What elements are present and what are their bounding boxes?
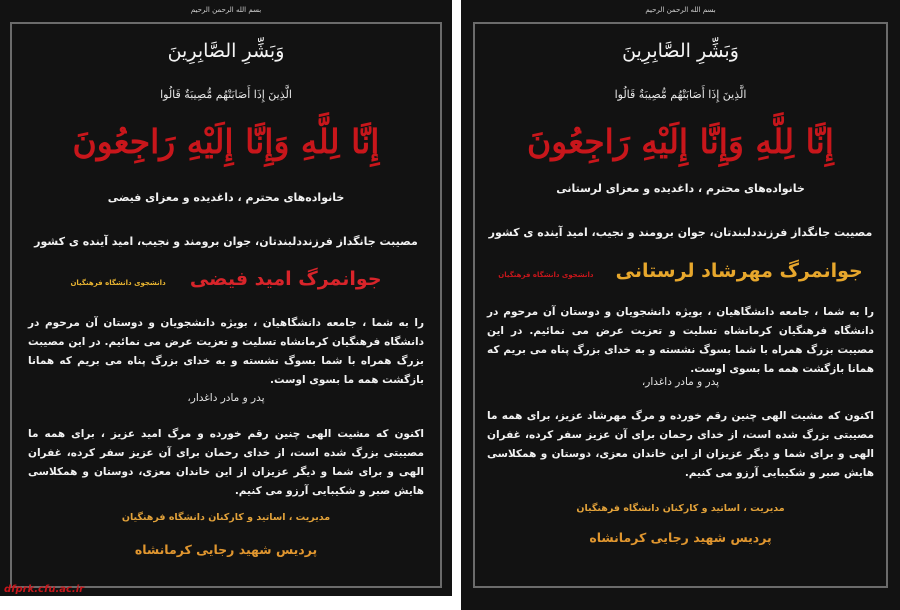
verse-line-3: إِنَّا لِلَّهِ وَإِنَّا إِلَيْهِ رَاجِعُونَ [72,122,380,161]
condolence-poster-left [0,0,452,596]
verse-line-1: وَبَشِّرِ الصَّابِرِينَ [622,40,739,62]
deceased-name: جوانمرگ امید فیضی [189,268,382,290]
paragraph-1: را به شما ، جامعه دانشگاهیان ، بویژه دانشجویان و دوستان آن مرحوم در دانشگاه فرهنگیان کرمانشاه تسلیت و تعزیت عرض می نمائیم. در این مصیبت بزرگ همراه با شما بسوگ نشسته و به خدای بزرگ پناه می بریم که همانا بازگشت همه ما بسوی اوست. [487,306,874,375]
verse-line-1: وَبَشِّرِ الصَّابِرِينَ [167,40,285,62]
name-row [0,268,452,290]
paragraph-2: اکنون که مشیت الهی چنین رقم خورده و مرگ مهرشاد عزیز، برای همه ما مصیبتی بزرگ شده است، از خدای رحمان برای آن عزیز سفر کرده، غفران الهی و برای شما و دیگر عزیزان از این خاندان معزی، دوستان و همکلاسی هایش صبر و شکیبایی آرزو می کنیم. [487,410,874,479]
name-row [461,260,900,282]
basmala: بسم الله الرحمن الرحیم [190,6,262,14]
condolence-poster-right [461,0,900,610]
paragraph-1: را به شما ، جامعه دانشگاهیان ، بویژه دانشجویان و دوستان آن مرحوم در دانشگاه فرهنگیان کرمانشاه تسلیت و تعزیت عرض می نمائیم. در این مصیبت بزرگ همراه با شما بسوگ نشسته و به خدای بزرگ پناه می بریم که همانا بازگشت همه ما بسوی اوست. [28,317,424,386]
paragraph-2: اکنون که مشیت الهی چنین رقم خورده و مرگ امید عزیز ، برای همه ما مصیبتی بزرگ شده است، از خدای رحمان برای آن عزیز سفر کرده، غفران الهی و برای شما و دیگر عزیزان از این خاندان معزی، دوستان و همکلاسی هایش صبر و شکیبایی آرزو می کنیم. [28,428,424,497]
verse-line-3: إِنَّا لِلَّهِ وَإِنَّا إِلَيْهِ رَاجِعُونَ [527,122,834,161]
management-line: مدیریت ، اساتید و کارکنان دانشگاه فرهنگیان [576,503,785,514]
student-label: دانشجوی دانشگاه فرهنگیان [498,271,594,279]
families-line: خانواده‌های محترم ، داغدیده و معزای فیضی [107,191,345,204]
intro-line: مصیبت جانگداز فرزنددلبندتان، جوان برومند و نجیب، امید آینده ی کشور [488,226,873,239]
parents-line: پدر و مادر داغدار، [187,392,265,404]
student-label: دانشجوی دانشگاه فرهنگیان [70,279,166,287]
campus-line: پردیس شهید رجایی کرمانشاه [589,530,772,545]
parents-line: پدر و مادر داغدار، [641,376,720,388]
poster-frame [10,22,442,588]
footer-site-url: dfprk.cfu.ac.ir [4,584,85,595]
deceased-name: جوانمرگ مهرشاد لرستانی [615,260,863,282]
management-line: مدیریت ، اساتید و کارکنان دانشگاه فرهنگیان [121,512,331,523]
basmala: بسم الله الرحمن الرحیم [645,6,716,14]
intro-line: مصیبت جانگداز فرزنددلبندتان، جوان برومند و نجیب، امید آینده ی کشور [34,235,418,248]
families-line: خانواده‌های محترم ، داغدیده و معزای لرستانی [556,182,805,195]
campus-line: پردیس شهید رجایی کرمانشاه [134,542,318,557]
verse-line-2: الَّذِينَ إِذَا أَصَابَتْهُم مُّصِيبَةٌ قَالُوا [614,88,747,101]
verse-line-2: الَّذِينَ إِذَا أَصَابَتْهُم مُّصِيبَةٌ قَالُوا [160,88,292,101]
